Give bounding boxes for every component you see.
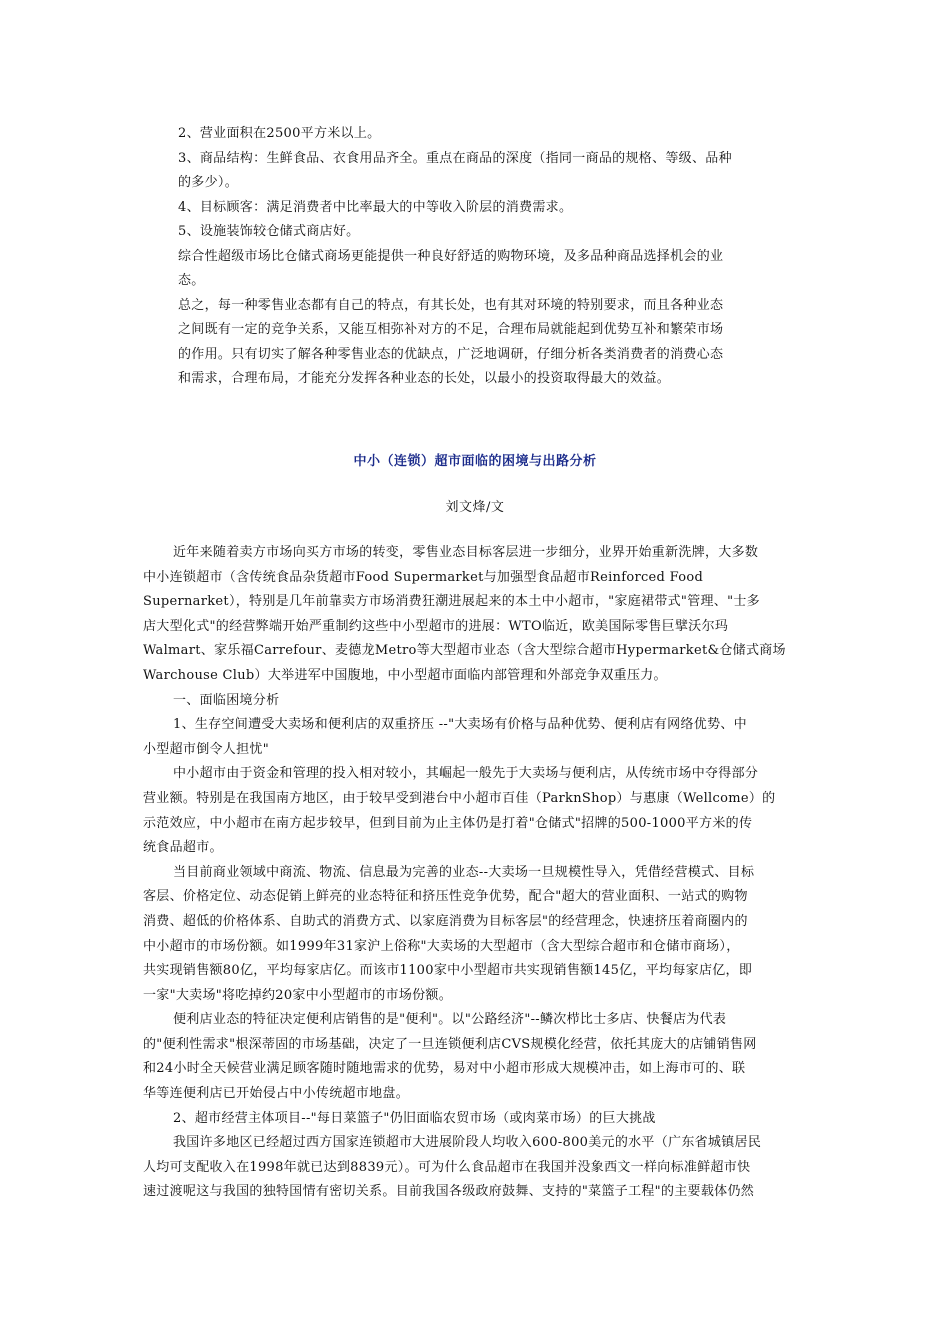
text-line: 和24小时全天候营业满足顾客随时随地需求的优势，易对中小超市形成大规模冲击，如上海市可的、联 — [143, 1061, 746, 1077]
text-line: 共实现销售额80亿，平均每家店亿。而该市1100家中小型超市共实现销售额145亿，平均每家店亿，即 — [143, 963, 753, 979]
article-author: 刘文烽/文 — [445, 500, 505, 515]
text-line: 示范效应，中小超市在南方起步较早，但到目前为止主体仍是打着"仓储式"招牌的500-1000平方米的传 — [143, 815, 753, 831]
text-line: 的作用。只有切实了解各种零售业态的优缺点，广泛地调研，仔细分析各类消费者的消费心态 — [178, 346, 724, 362]
text-line: Warchouse Club）大举进军中国腹地，中小型超市面临内部管理和外部竞争双重压力。 — [143, 667, 667, 683]
text-line: 中小连锁超市（含传统食品杂货超市Food Supermarket与加强型食品超市Reinforced Food — [143, 569, 704, 585]
text-line: Walmart、家乐福Carrefour、麦德龙Metro等大型超市业态（含大型综合超市Hypermarket&仓储式商场 — [143, 643, 786, 659]
text-line: 1、生存空间遭受大卖场和便利店的双重挤压 --"大卖场有价格与品种优势、便利店有网络优势、中 — [173, 717, 747, 733]
text-line: 一家"大卖场"将吃掉约20家中小型超市的市场份额。 — [143, 987, 453, 1003]
text-line: 便利店业态的特征决定便利店销售的是"便利"。以"公路经济"--鳞次栉比士多店、快餐店为代表 — [173, 1012, 727, 1028]
text-line: 当目前商业领域中商流、物流、信息最为完善的业态--大卖场一旦规模性导入，凭借经营模式、目标 — [173, 864, 755, 880]
text-line: Supernarket），特别是几年前靠卖方市场消费狂潮进展起来的本土中小超市，"家庭裙带式"管理、"士多 — [143, 594, 760, 610]
text-line: 的多少）。 — [178, 175, 239, 190]
article-body — [143, 541, 807, 1205]
text-line: 态。 — [178, 273, 205, 288]
text-line: 之间既有一定的竞争关系，又能互相弥补对方的不足，合理布局就能起到优势互补和繁荣市场 — [178, 322, 724, 337]
text-line: 华等连便利店已开始侵占中小传统超市地盘。 — [143, 1086, 410, 1102]
article-title: 中小（连锁）超市面临的困境与出路分析 — [353, 454, 597, 469]
text-line: 中小超市由于资金和管理的投入相对较小，其崛起一般先于大卖场与便利店，从传统市场中夺得部分 — [173, 766, 759, 782]
text-line: 消费、超低的价格体系、自助式的消费方式、以家庭消费为目标客层"的经营理念，快速挤压着商圈内的 — [143, 913, 748, 929]
text-line: 中小超市的市场份额。如1999年31家沪上俗称"大卖场的大型超市（含大型综合超市和仓储市商场）， — [143, 938, 740, 954]
text-line: 近年来随着卖方市场向买方市场的转变，零售业态目标客层进一步细分，业界开始重新洗牌，大多数 — [173, 545, 759, 560]
text-line: 总之，每一种零售业态都有自己的特点，有其长处，也有其对环境的特别要求，而且各种业态 — [178, 297, 724, 313]
text-line: 2、超市经营主体项目--"每日菜篮子"仍旧面临农贸市场（或肉菜市场）的巨大挑战 — [173, 1110, 656, 1126]
text-line: 3、商品结构：生鲜食品、衣食用品齐全。重点在商品的深度（指同一商品的规格、等级、品种 — [178, 150, 732, 166]
section-intro-text — [178, 122, 778, 392]
text-line: 5、设施装饰较仓储式商店好。 — [178, 224, 360, 239]
text-line: 小型超市倒令人担忧" — [143, 741, 269, 757]
text-line: 人均可支配收入在1998年就已达到8839元）。可为什么食品超市在我国并没象西文一样向标准鲜超市快 — [143, 1159, 751, 1175]
text-line: 营业额。特别是在我国南方地区，由于较早受到港台中小超市百佳（ParknShop）与惠康（Wellcome）的 — [143, 790, 776, 806]
text-line: 统食品超市。 — [143, 840, 223, 856]
text-line: 店大型化式"的经营弊端开始严重制约这些中小型超市的进展：WTO临近，欧美国际零售巨擘沃尔玛 — [143, 618, 729, 634]
text-line: 客层、价格定位、动态促销上鲜亮的业态特征和挤压性竞争优势，配合"超大的营业面积、一站式的购物 — [143, 889, 748, 905]
text-line: 速过渡呢这与我国的独特国情有密切关系。目前我国各级政府鼓舞、支持的"菜篮子工程"的主要载体仍然 — [143, 1184, 755, 1200]
text-line: 综合性超级市场比仓储式商场更能提供一种良好舒适的购物环境，及多品种商品选择机会的业 — [178, 248, 724, 264]
text-line: 4、目标顾客：满足消费者中比率最大的中等收入阶层的消费需求。 — [178, 199, 573, 215]
text-line: 2、营业面积在2500平方米以上。 — [178, 126, 381, 141]
text-line: 的"便利性需求"根深蒂固的市场基础，决定了一旦连锁便利店CVS规模化经营，依托其庞大的店铺销售网 — [143, 1036, 757, 1052]
text-line: 和需求，合理布局，才能充分发挥各种业态的长处，以最小的投资取得最大的效益。 — [178, 371, 671, 386]
text-line: 我国许多地区已经超过西方国家连锁超市大进展阶段人均收入600-800美元的水平（广东省城镇居民 — [173, 1135, 762, 1151]
text-line: 一、面临困境分析 — [173, 692, 280, 708]
